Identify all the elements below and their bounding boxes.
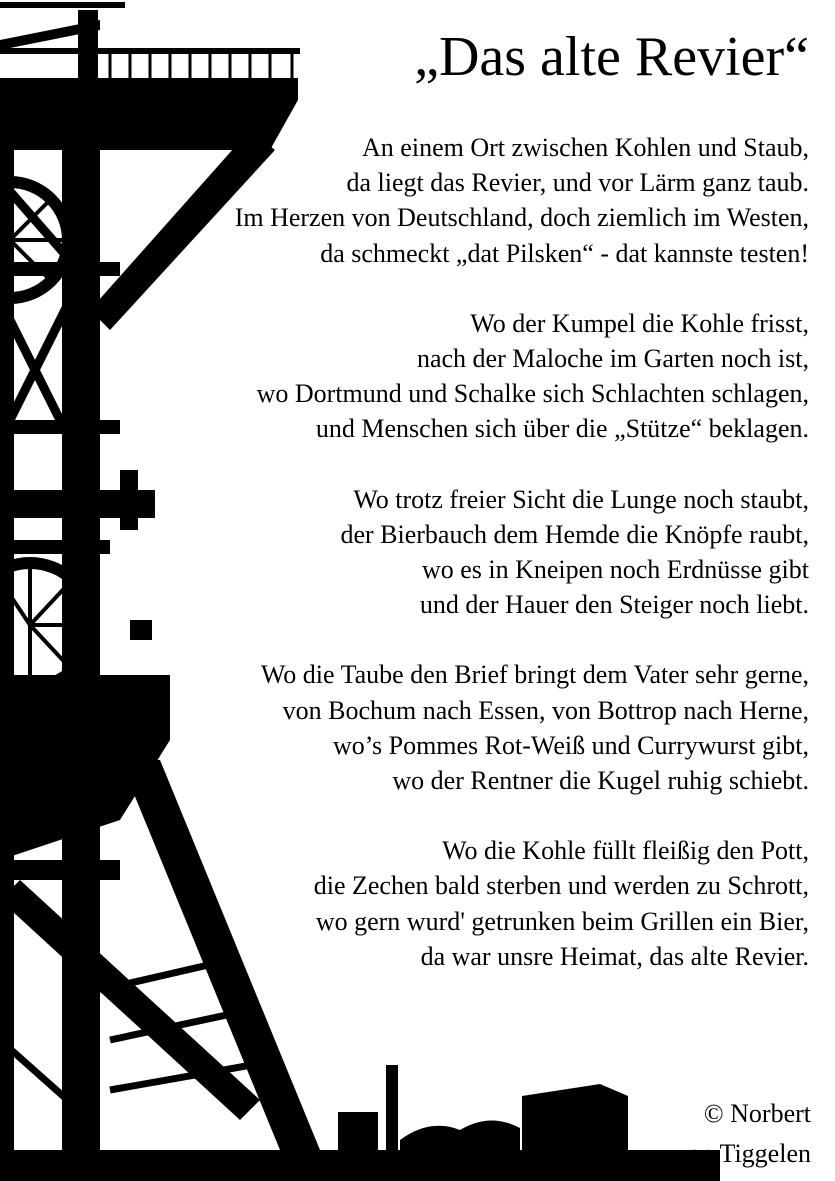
verse-line: der Bierbauch dem Hemde die Knöpfe raubt,: [340, 519, 809, 549]
verse-line: nach der Maloche im Garten noch ist,: [416, 344, 809, 374]
verse-line: Wo die Taube den Brief bringt dem Vater sehr gerne,: [260, 660, 809, 690]
verse-line: da schmeckt „dat Pilsken“ - dat kannste testen!: [320, 238, 809, 268]
stanza: [169, 306, 809, 447]
verse-line: Wo der Kumpel die Kohle frisst,: [470, 308, 809, 338]
verse-line: da war unsre Heimat, das alte Revier.: [420, 941, 809, 971]
verse-line: von Bochum nach Essen, von Bottrop nach Herne,: [282, 695, 809, 725]
poem-title: „Das alte Revier“: [414, 26, 809, 88]
verse-line: und der Hauer den Steiger noch liebt.: [419, 590, 809, 620]
verse-line: Wo die Kohle füllt fleißig den Pott,: [442, 836, 809, 866]
verse-line: wo Dortmund und Schalke sich Schlachten schlagen,: [256, 379, 809, 409]
stanza: [169, 833, 809, 974]
verse-line: die Zechen bald sterben und werden zu Schrott,: [313, 871, 809, 901]
verse-line: An einem Ort zwischen Kohlen und Staub,: [362, 133, 809, 162]
verse-line: da liegt das Revier, und vor Lärm ganz taub.: [346, 168, 809, 198]
copyright-line: © Norbert: [703, 1099, 811, 1128]
author-signature: [676, 1094, 811, 1174]
stanza: [169, 130, 809, 271]
verse-line: und Menschen sich über die „Stütze“ beklagen.: [315, 414, 809, 444]
stanza: [169, 482, 809, 623]
poem: [169, 22, 809, 1009]
author-name: van Tiggelen: [675, 1139, 811, 1168]
verse-line: wo der Rentner die Kugel ruhig schiebt.: [392, 766, 809, 796]
verse-line: Wo trotz freier Sicht die Lunge noch staubt,: [353, 484, 809, 514]
verse-line: wo gern wurd' getrunken beim Grillen ein Bier,: [315, 906, 809, 936]
verse-line: wo’s Pommes Rot-Weiß und Currywurst gibt,: [332, 730, 809, 760]
stanza: [169, 657, 809, 798]
verse-line: Im Herzen von Deutschland, doch ziemlich im Westen,: [234, 203, 809, 233]
verse-line: wo es in Kneipen noch Erdnüsse gibt: [421, 555, 809, 585]
